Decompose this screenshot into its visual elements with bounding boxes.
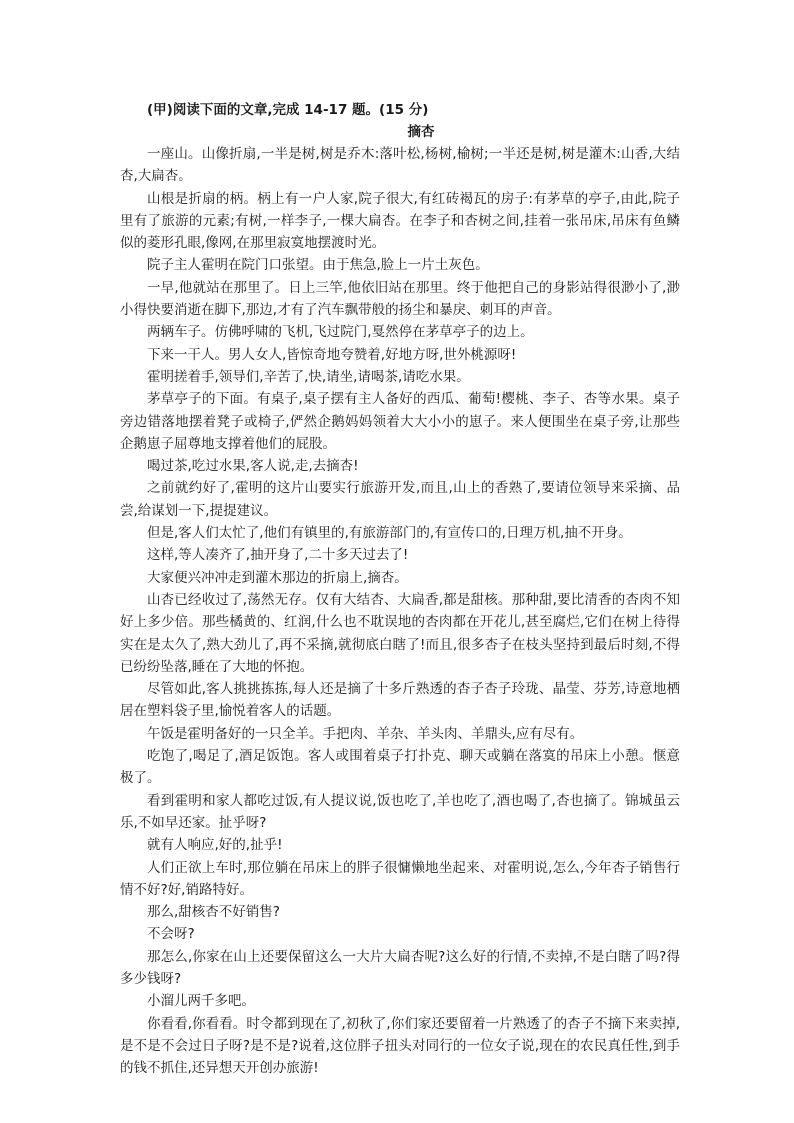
paragraph: 小溜儿两千多吧。 — [147, 993, 255, 1010]
paragraph: 人们正欲上车时,那位躺在吊床上的胖子很慵懒地坐起来、对霍明说,怎么,今年杏子销售行情不好?好,销路特好。 — [120, 859, 680, 898]
paragraph: 山杏已经收过了,荡然无存。仅有大结杏、大扁香,都是甜核。那种甜,要比清香的杏肉不知好上多少倍。那些橘黄的、红润,什么也不耽误地的杏肉都在开花儿,甚至腐烂,它们在树上待得实在是太久了,熟大劲儿了,再不采摘,就彻底白瞎了!而且,很多杏子在枝头坚持到最后时刻,不得已纷纷坠落,睡在了大地的怀抱。 — [120, 591, 680, 675]
article-body — [120, 143, 680, 1079]
paragraph: 不会呀? — [147, 926, 195, 943]
paragraph: 那么,甜核杏不好销售? — [147, 904, 280, 921]
paragraph: 午饭是霍明备好的一只全羊。手把肉、羊杂、羊头肉、羊鼎头,应有尽有。 — [147, 725, 584, 742]
paragraph: 两辆车子。仿佛呼啸的飞机,飞过院门,戛然停在茅草亭子的边上。 — [147, 324, 534, 341]
paragraph: 但是,客人们太忙了,他们有镇里的,有旅游部门的,有宣传口的,日理万机,抽不开身。 — [147, 525, 632, 542]
paragraph: 尽管如此,客人挑挑拣拣,每人还是摘了十多斤熟透的杏子杏子玲珑、晶莹、芬芳,诗意地栖居在塑料袋子里,愉悦着客人的话题。 — [120, 681, 680, 720]
paragraph: 院子主人霍明在院门口张望。由于焦急,脸上一片土灰色。 — [147, 257, 489, 274]
paragraph: 喝过茶,吃过水果,客人说,走,去摘杏! — [147, 458, 359, 475]
paragraph: 霍明搓着手,领导们,辛苦了,快,请坐,请喝茶,请吃水果。 — [147, 368, 470, 385]
paragraph: 那怎么,你家在山上还要保留这么一大片大扁杏呢?这么好的行情,不卖掉,不是白瞎了吗?得多少钱呀? — [120, 948, 680, 987]
question-heading: (甲)阅读下面的文章,完成 14-17 题。(15 分) — [147, 102, 429, 118]
paragraph: 这样,等人凑齐了,抽开身了,二十多天过去了! — [147, 547, 409, 564]
paragraph: 一早,他就站在那里了。日上三竿,他依旧站在那里。终于他把自己的身影站得很渺小了,渺小得快要消逝在脚下,那边,才有了汽车飘带般的扬尘和暴戾、刺耳的声音。 — [120, 279, 680, 319]
paragraph: 看到霍明和家人都吃过饭,有人提议说,饭也吃了,羊也吃了,酒也喝了,杏也摘了。锦城虽云乐,不如早还家。扯乎呀? — [120, 792, 680, 831]
paragraph: 大家便兴冲冲走到灌木那边的折扇上,摘杏。 — [147, 569, 408, 586]
article-title: 摘杏 — [407, 124, 435, 140]
paragraph: 山根是折扇的柄。柄上有一户人家,院子很大,有红砖褐瓦的房子:有茅草的亭子,由此,院子里有了旅游的元素;有树,一样李子,一棵大扁杏。在李子和杏树之间,挂着一张吊床,吊床有鱼鳞似的菱形孔眼,像网,在那里寂寞地摆渡时光。 — [120, 190, 680, 252]
paragraph: 之前就约好了,霍明的这片山要实行旅游开发,而且,山上的香熟了,要请位领导来采摘、品尝,给谋划一下,提提建议。 — [120, 480, 680, 519]
paragraph: 吃饱了,喝足了,酒足饭饱。客人或围着桌子打扑克、聊天或躺在落寞的吊床上小憩。惬意极了。 — [120, 748, 680, 787]
paragraph: 一座山。山像折扇,一半是树,树是乔木:落叶松,杨树,榆树;一半还是树,树是灌木:山香,大结杏,大扁杏。 — [120, 146, 680, 185]
paragraph: 你看看,你看看。时令都到现在了,初秋了,你们家还要留着一片熟透了的杏子不摘下来卖掉,是不是不会过日子呀?是不是?说着,这位胖子扭头对同行的一位女子说,现在的农民真任性,到手的钱不抓住,还异想天开创办旅游! — [120, 1015, 680, 1077]
paragraph: 下来一干人。男人女人,皆惊奇地夸赞着,好地方呀,世外桃源呀! — [147, 346, 517, 363]
paragraph: 就有人响应,好的,扯乎! — [147, 837, 283, 854]
document-page — [120, 99, 680, 1079]
paragraph: 茅草亭子的下面。有桌子,桌子摆有主人备好的西瓜、葡萄!樱桃、李子、杏等水果。桌子旁边错落地摆着凳子或椅子,俨然企鹅妈妈领着大大小小的崽子。来人便围坐在桌子旁,让那些企鹅崽子屈尊地支撑着他们的屁股。 — [120, 391, 680, 452]
